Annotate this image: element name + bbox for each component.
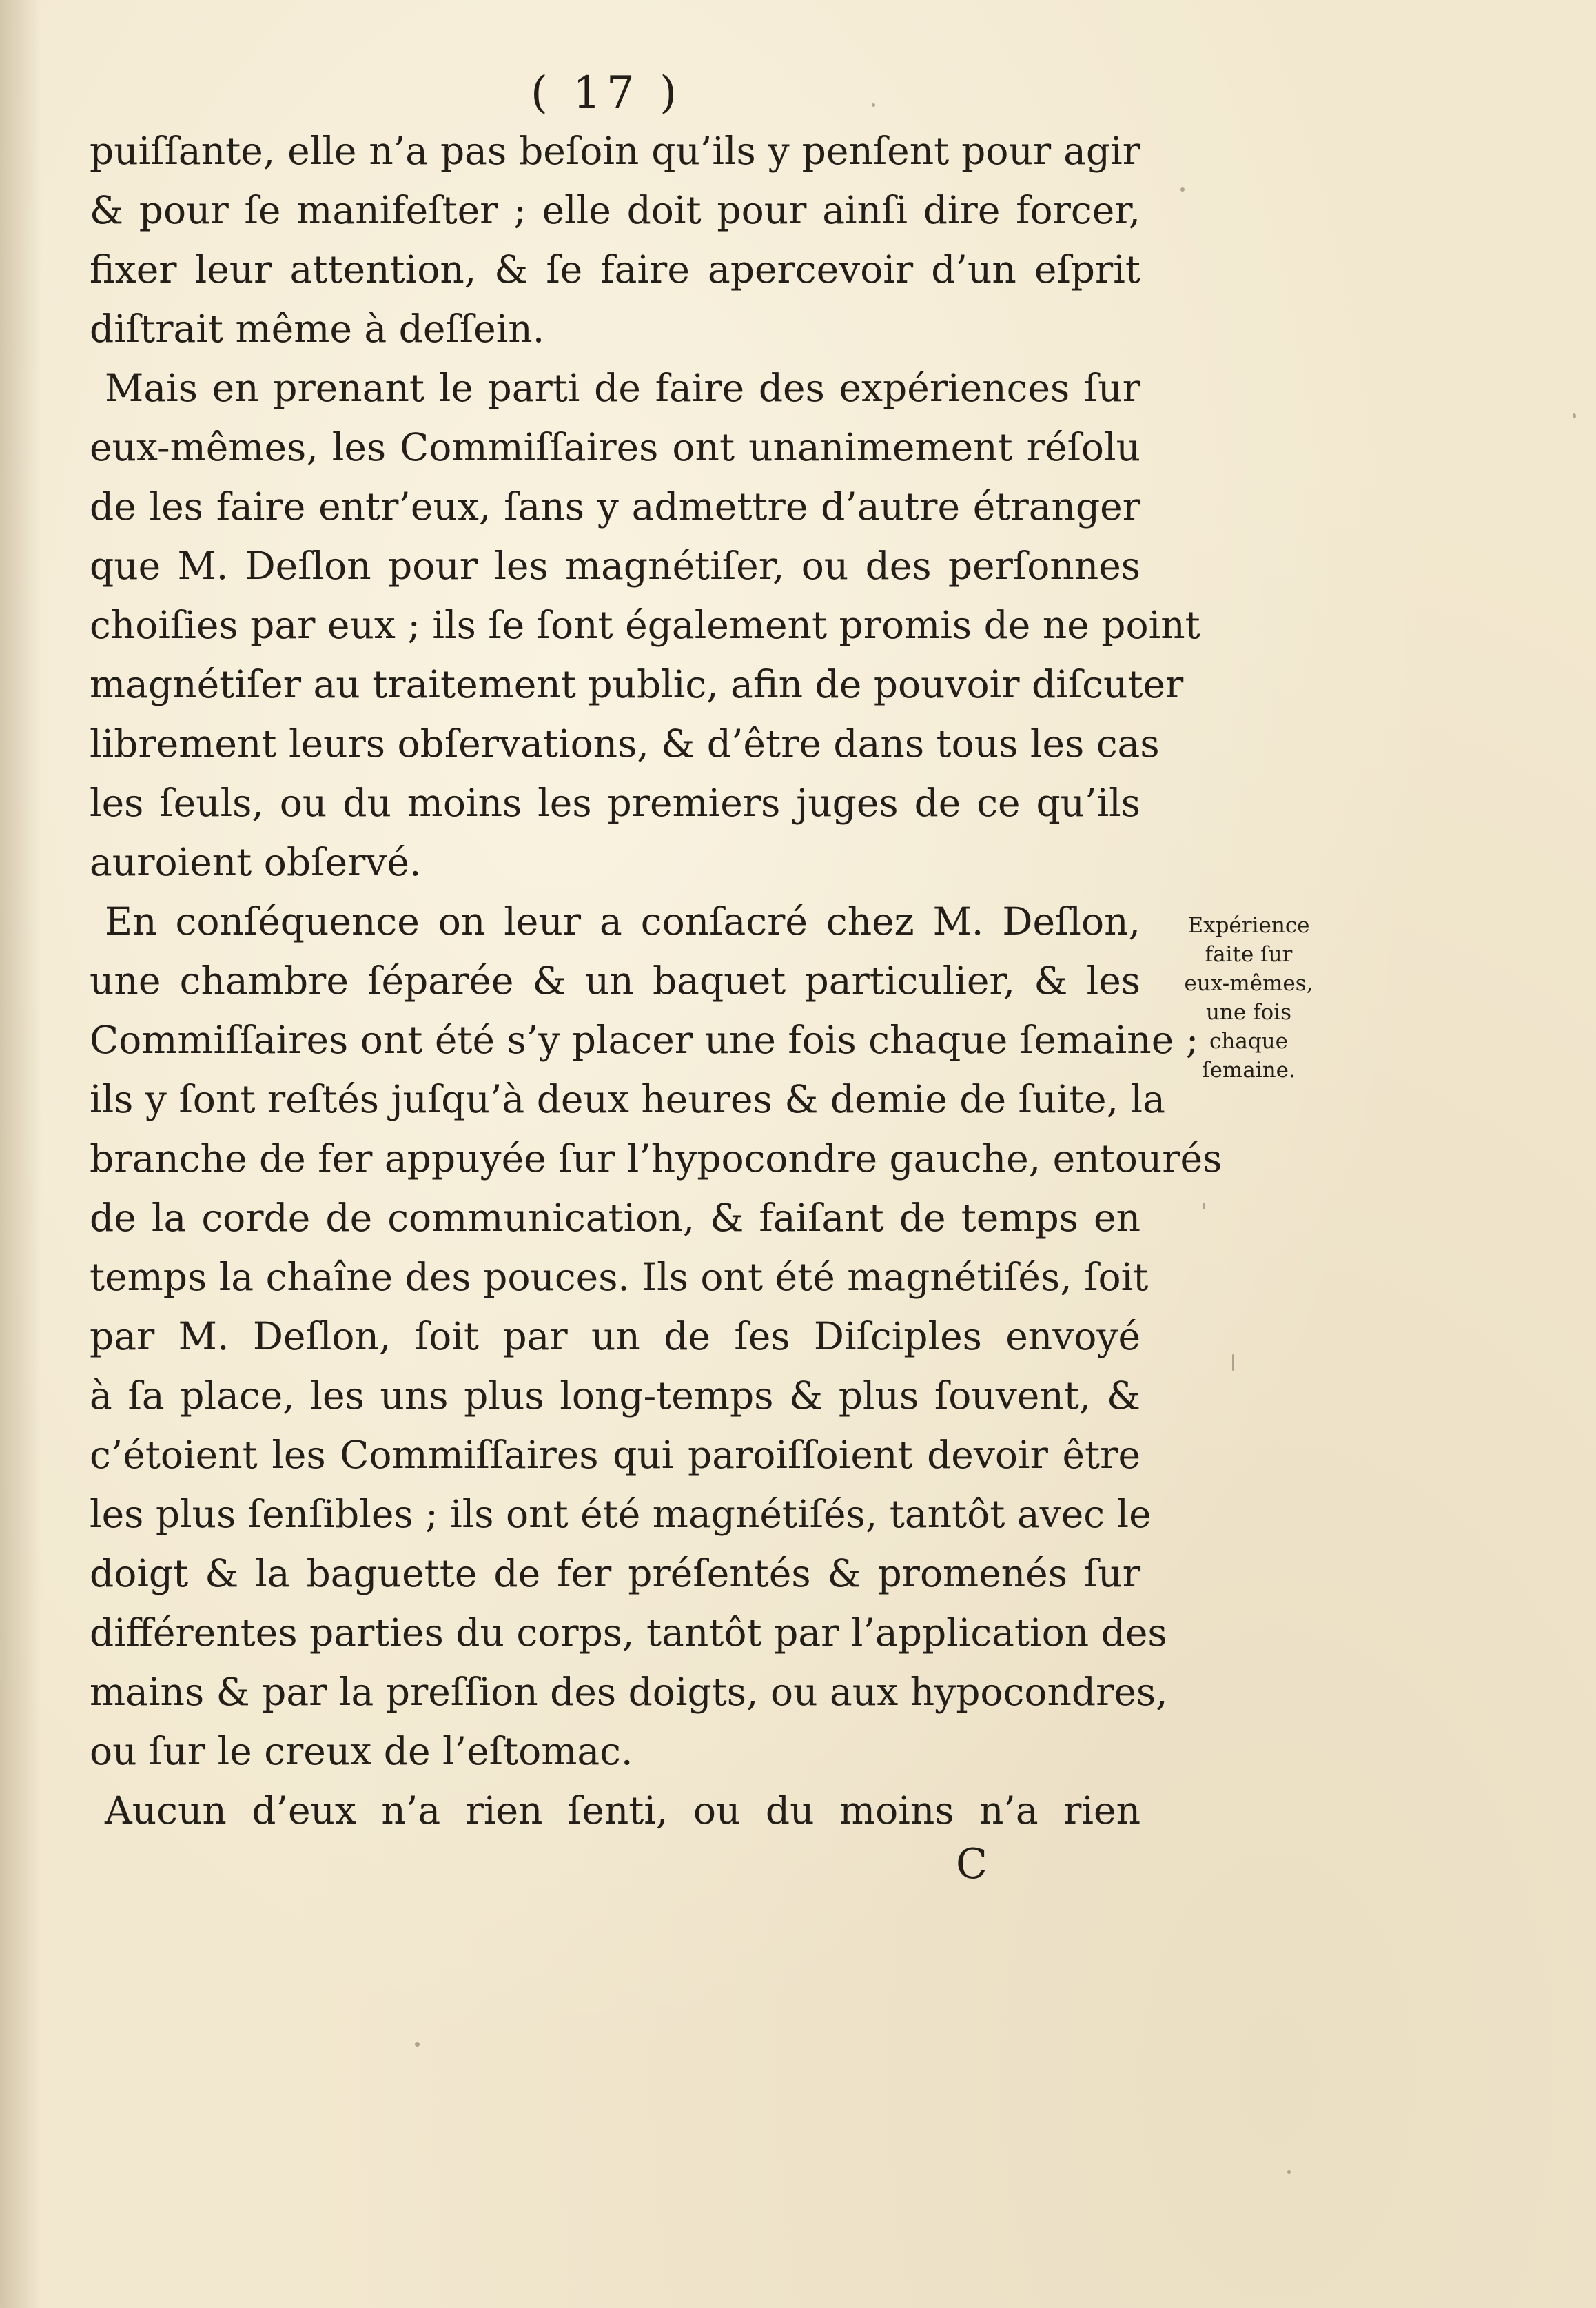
- text-line: à ſa place, les uns plus long-temps & plus ſouvent, &: [90, 1373, 1140, 1418]
- text-line: eux-mêmes, les Commiſſaires ont unanimement réſolu: [90, 425, 1140, 469]
- text-line: magnétiſer au traitement public, afin de pouvoir diſcuter: [90, 662, 1184, 706]
- text-line: c’étoient les Commiſſaires qui paroiſſoient devoir être: [90, 1433, 1140, 1477]
- text-line: les plus ſenſibles ; ils ont été magnétiſés, tantôt avec le: [90, 1492, 1152, 1536]
- catchword: C: [956, 1840, 988, 1888]
- text-line: Commiſſaires ont été s’y placer une fois chaque ſemaine ;: [90, 1018, 1199, 1062]
- text-line: puiſſante, elle n’a pas beſoin qu’ils y penſent pour agir: [90, 129, 1140, 173]
- text-line: les ſeuls, ou du moins les premiers juges de ce qu’ils: [90, 781, 1140, 825]
- text-line: différentes parties du corps, tantôt par l’application des: [90, 1611, 1167, 1655]
- marginal-note-line: ſemaine.: [1202, 1058, 1296, 1083]
- paper-speck: [1287, 2170, 1291, 2174]
- text-line: mains & par la preſſion des doigts, ou aux hypocondres,: [90, 1670, 1168, 1714]
- text-line: auroient obſervé.: [90, 840, 422, 884]
- text-line: Aucun d’eux n’a rien ſenti, ou du moins n’a rien: [105, 1788, 1140, 1832]
- text-line: temps la chaîne des pouces. Ils ont été magnétiſés, ſoit: [90, 1255, 1149, 1299]
- paper-speck: [1180, 187, 1185, 192]
- paper-speck: [1232, 1354, 1234, 1371]
- text-line: En conſéquence on leur a conſacré chez M. Deſlon,: [105, 899, 1140, 943]
- main-text: [90, 121, 1222, 1840]
- paragraph-2: [90, 358, 1200, 892]
- text-line: de les faire entr’eux, ſans y admettre d’autre étranger: [90, 484, 1140, 529]
- text-line: Mais en prenant le parti de faire des expériences ſur: [105, 366, 1140, 410]
- paper-speck: [1573, 413, 1576, 418]
- marginal-note-line: Expérience: [1187, 913, 1310, 938]
- paper-speck: [415, 2042, 420, 2047]
- text-line: de la corde de communication, & faiſant de temps en: [90, 1196, 1140, 1240]
- marginal-note-line: chaque: [1209, 1029, 1288, 1054]
- text-line: doigt & la baguette de fer préſentés & promenés ſur: [90, 1551, 1140, 1595]
- text-line: par M. Deſlon, ſoit par un de ſes Diſciples envoyé: [90, 1314, 1140, 1358]
- page-number: ( 17 ): [530, 68, 683, 119]
- marginal-note-line: une fois: [1205, 1000, 1292, 1025]
- paragraph-4: [90, 1781, 1140, 1840]
- marginal-note: [1145, 911, 1352, 1085]
- text-line: ou ſur le creux de l’eſtomac.: [90, 1729, 633, 1773]
- paragraph-3: [90, 892, 1222, 1781]
- text-line: librement leurs obſervations, & d’être dans tous les cas: [90, 722, 1160, 766]
- marginal-note-line: eux-mêmes,: [1184, 971, 1313, 996]
- paragraph-1: [90, 121, 1140, 358]
- text-line: branche de fer appuyée ſur l’hypocondre gauche, entourés: [90, 1136, 1222, 1181]
- text-line: ils y ſont reſtés juſqu’à deux heures & demie de ſuite, la: [90, 1077, 1165, 1121]
- text-line: fixer leur attention, & ſe faire apercevoir d’un eſprit: [90, 247, 1140, 292]
- text-line: choiſies par eux ; ils ſe ſont également promis de ne point: [90, 603, 1200, 647]
- text-line: une chambre ſéparée & un baquet particulier, & les: [90, 959, 1140, 1003]
- text-line: diſtrait même à deſſein.: [90, 307, 545, 351]
- text-line: que M. Deſlon pour les magnétiſer, ou des perſonnes: [90, 544, 1140, 588]
- marginal-note-line: faite ſur: [1205, 942, 1293, 967]
- paper-speck: [872, 103, 875, 107]
- page-edge-shadow: [0, 0, 41, 2308]
- paper-speck: [1203, 1203, 1205, 1209]
- text-line: & pour ſe manifeſter ; elle doit pour ainſi dire forcer,: [90, 188, 1140, 232]
